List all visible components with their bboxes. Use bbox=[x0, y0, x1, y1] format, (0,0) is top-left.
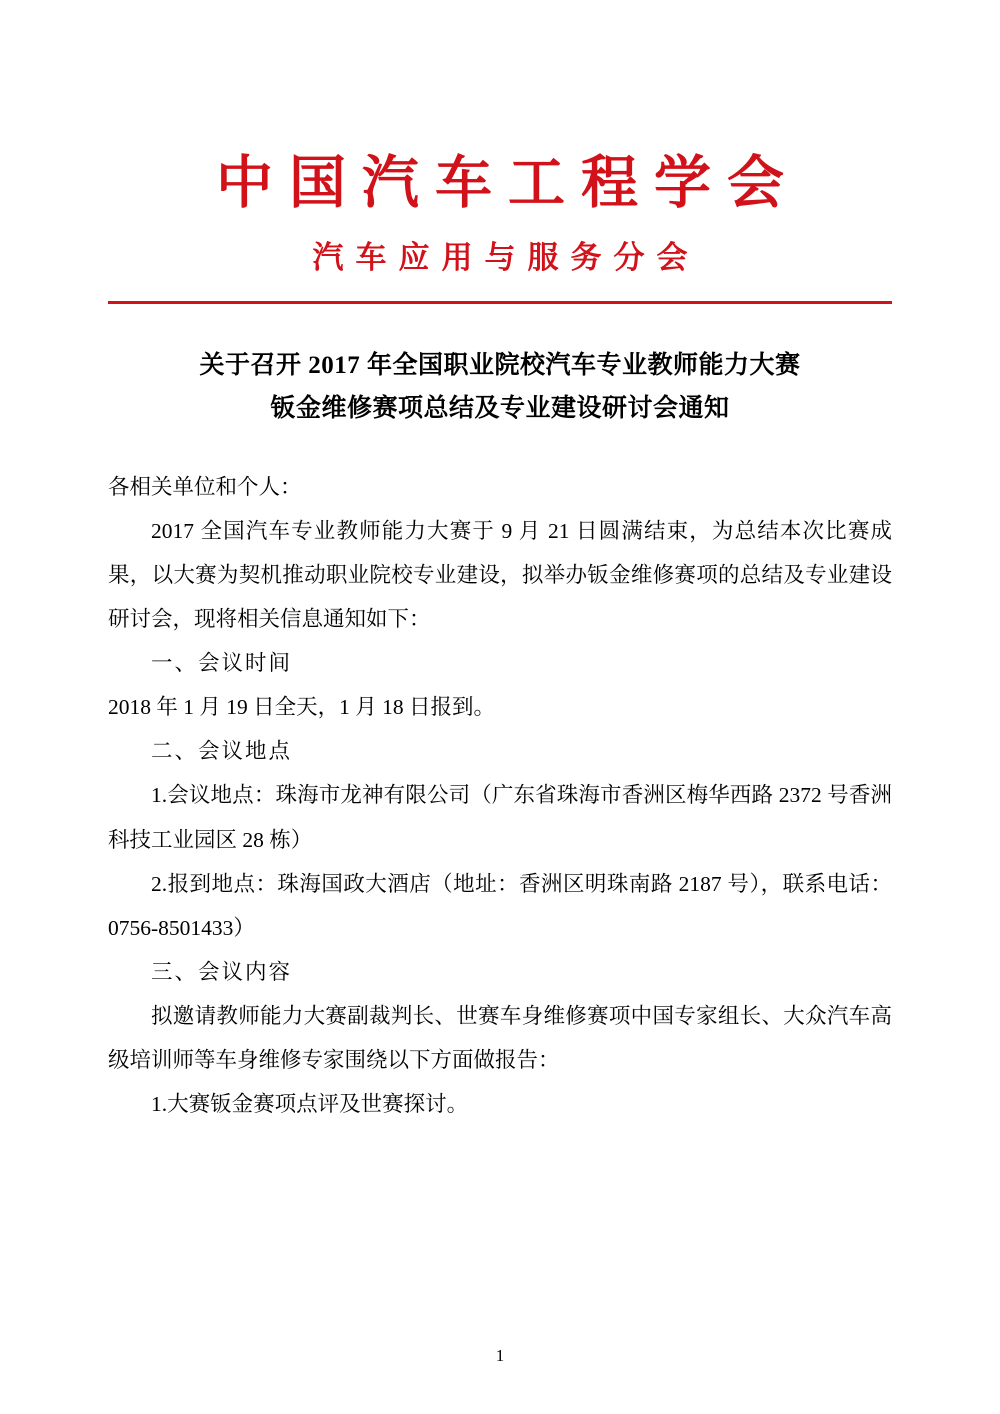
section-1-text: 2018 年 1 月 19 日全天，1 月 18 日报到。 bbox=[108, 695, 496, 720]
organization-name: 中国汽车工程学会 bbox=[216, 149, 800, 216]
letterhead bbox=[108, 0, 892, 304]
letterhead-divider bbox=[108, 301, 892, 304]
page-number: 1 bbox=[495, 1346, 505, 1365]
section-2-item-1: 1.会议地点：珠海市龙神有限公司（广东省珠海市香洲区梅华西路 2372 号香洲科技工业园区 28 栋） bbox=[108, 783, 892, 852]
document-title-line-1: 关于召开 2017 年全国职业院校汽车专业教师能力大赛 bbox=[199, 351, 801, 379]
section-2-heading: 二、会议地点 bbox=[151, 739, 293, 764]
document-title bbox=[108, 344, 892, 432]
document-title-line-2: 钣金维修赛项总结及专业建设研讨会通知 bbox=[270, 395, 730, 423]
section-2-item-2: 2.报到地点：珠海国政大酒店（地址：香洲区明珠南路 2187 号），联系电话：0756-8501433） bbox=[108, 871, 892, 940]
intro-paragraph: 2017 全国汽车专业教师能力大赛于 9 月 21 日圆满结束，为总结本次比赛成果，以大赛为契机推动职业院校专业建设，拟举办钣金维修赛项的总结及专业建设研讨会，现将相关信息通知如下： bbox=[108, 519, 892, 632]
organization-subdivision: 汽车应用与服务分会 bbox=[312, 239, 700, 276]
document-body bbox=[108, 465, 892, 1126]
section-3-heading: 三、会议内容 bbox=[151, 959, 293, 984]
salutation: 各相关单位和个人： bbox=[108, 475, 302, 500]
section-1-heading: 一、会议时间 bbox=[151, 651, 293, 676]
section-3-text: 拟邀请教师能力大赛副裁判长、世赛车身维修赛项中国专家组长、大众汽车高级培训师等车身维修专家围绕以下方面做报告： bbox=[108, 1003, 892, 1072]
section-3-item-1: 1.大赛钣金赛项点评及世赛探讨。 bbox=[151, 1091, 469, 1116]
